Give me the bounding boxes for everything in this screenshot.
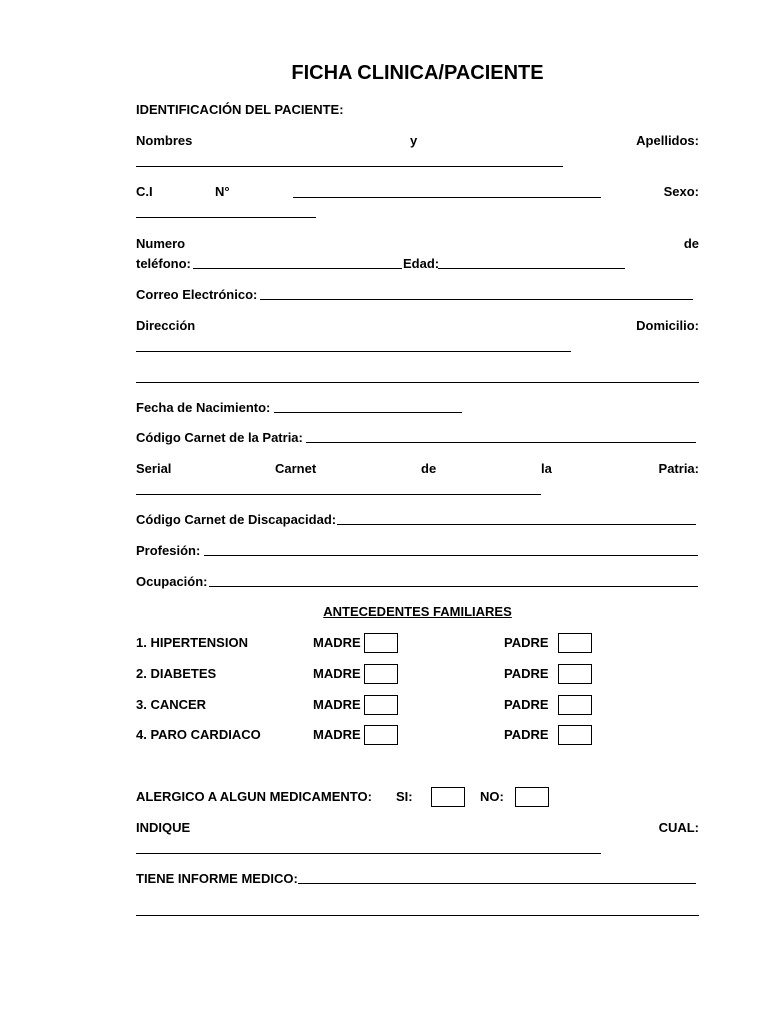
label-edad: Edad: bbox=[403, 256, 440, 271]
field-direccion-line-2[interactable] bbox=[136, 382, 699, 383]
label-si: SI: bbox=[396, 789, 413, 804]
label-fecha-nacimiento: Fecha de Nacimiento: bbox=[136, 400, 271, 415]
label-madre: MADRE bbox=[313, 666, 361, 681]
label-madre: MADRE bbox=[313, 635, 361, 650]
label-ci: C.I bbox=[136, 184, 153, 199]
label-sexo: Sexo: bbox=[663, 184, 699, 199]
label-madre: MADRE bbox=[313, 697, 361, 712]
field-codigo-patria-line[interactable] bbox=[306, 442, 696, 443]
item-diabetes: 2. DIABETES bbox=[136, 666, 217, 681]
checkbox-hipertension-madre[interactable] bbox=[364, 633, 398, 653]
label-padre: PADRE bbox=[504, 635, 549, 650]
label-correo: Correo Electrónico: bbox=[136, 287, 258, 302]
label-codigo-patria: Código Carnet de la Patria: bbox=[136, 430, 303, 445]
label-de: de bbox=[683, 236, 699, 251]
label-y: y bbox=[410, 133, 418, 148]
field-telefono-line[interactable] bbox=[193, 268, 402, 269]
field-informe-line-2[interactable] bbox=[136, 915, 699, 916]
checkbox-hipertension-padre[interactable] bbox=[558, 633, 592, 653]
checkbox-alergico-no[interactable] bbox=[515, 787, 549, 807]
label-indique: INDIQUE bbox=[136, 820, 191, 835]
label-no: NO: bbox=[480, 789, 504, 804]
item-cancer: 3. CANCER bbox=[136, 697, 207, 712]
field-fecha-nacimiento-line[interactable] bbox=[274, 412, 462, 413]
checkbox-paro-cardiaco-madre[interactable] bbox=[364, 725, 398, 745]
checkbox-diabetes-padre[interactable] bbox=[558, 664, 592, 684]
label-serial: Serial bbox=[136, 461, 172, 476]
label-serial-de: de bbox=[421, 461, 437, 476]
page-title: FICHA CLINICA/PACIENTE bbox=[291, 62, 544, 84]
label-cual: CUAL: bbox=[658, 820, 699, 835]
field-codigo-discapacidad-line[interactable] bbox=[337, 524, 696, 525]
section-antecedentes: ANTECEDENTES FAMILIARES bbox=[323, 604, 512, 619]
label-profesion: Profesión: bbox=[136, 543, 201, 558]
field-informe-line-1[interactable] bbox=[298, 883, 696, 884]
checkbox-diabetes-madre[interactable] bbox=[364, 664, 398, 684]
field-nombres-line[interactable] bbox=[136, 166, 563, 167]
label-domicilio: Domicilio: bbox=[636, 318, 699, 333]
label-nombres: Nombres bbox=[136, 133, 193, 148]
label-numero-telefono: Numero bbox=[136, 236, 186, 251]
field-profesion-line[interactable] bbox=[204, 555, 698, 556]
checkbox-cancer-madre[interactable] bbox=[364, 695, 398, 715]
label-padre: PADRE bbox=[504, 697, 549, 712]
label-apellidos: Apellidos: bbox=[636, 133, 699, 148]
field-sexo-line[interactable] bbox=[136, 217, 316, 218]
item-paro-cardiaco: 4. PARO CARDIACO bbox=[136, 727, 261, 742]
field-ci-line[interactable] bbox=[293, 197, 601, 198]
field-edad-line[interactable] bbox=[438, 268, 625, 269]
checkbox-alergico-si[interactable] bbox=[431, 787, 465, 807]
field-correo-line[interactable] bbox=[260, 299, 693, 300]
field-ocupacion-line[interactable] bbox=[209, 586, 698, 587]
label-madre: MADRE bbox=[313, 727, 361, 742]
label-ocupacion: Ocupación: bbox=[136, 574, 208, 589]
item-hipertension: 1. HIPERTENSION bbox=[136, 635, 248, 650]
label-serial-la: la bbox=[541, 461, 552, 476]
label-numero: N° bbox=[215, 184, 230, 199]
label-carnet: Carnet bbox=[275, 461, 317, 476]
label-telefono: teléfono: bbox=[136, 256, 191, 271]
checkbox-cancer-padre[interactable] bbox=[558, 695, 592, 715]
checkbox-paro-cardiaco-padre[interactable] bbox=[558, 725, 592, 745]
label-padre: PADRE bbox=[504, 666, 549, 681]
field-direccion-line-1[interactable] bbox=[136, 351, 571, 352]
label-alergico: ALERGICO A ALGUN MEDICAMENTO: bbox=[136, 789, 372, 804]
field-cual-line[interactable] bbox=[136, 853, 601, 854]
label-informe-medico: TIENE INFORME MEDICO: bbox=[136, 871, 298, 886]
section-identification: IDENTIFICACIÓN DEL PACIENTE: bbox=[136, 102, 344, 117]
label-direccion: Dirección bbox=[136, 318, 196, 333]
label-patria: Patria: bbox=[658, 461, 699, 476]
label-padre: PADRE bbox=[504, 727, 549, 742]
label-codigo-discapacidad: Código Carnet de Discapacidad: bbox=[136, 512, 337, 527]
field-serial-line[interactable] bbox=[136, 494, 541, 495]
